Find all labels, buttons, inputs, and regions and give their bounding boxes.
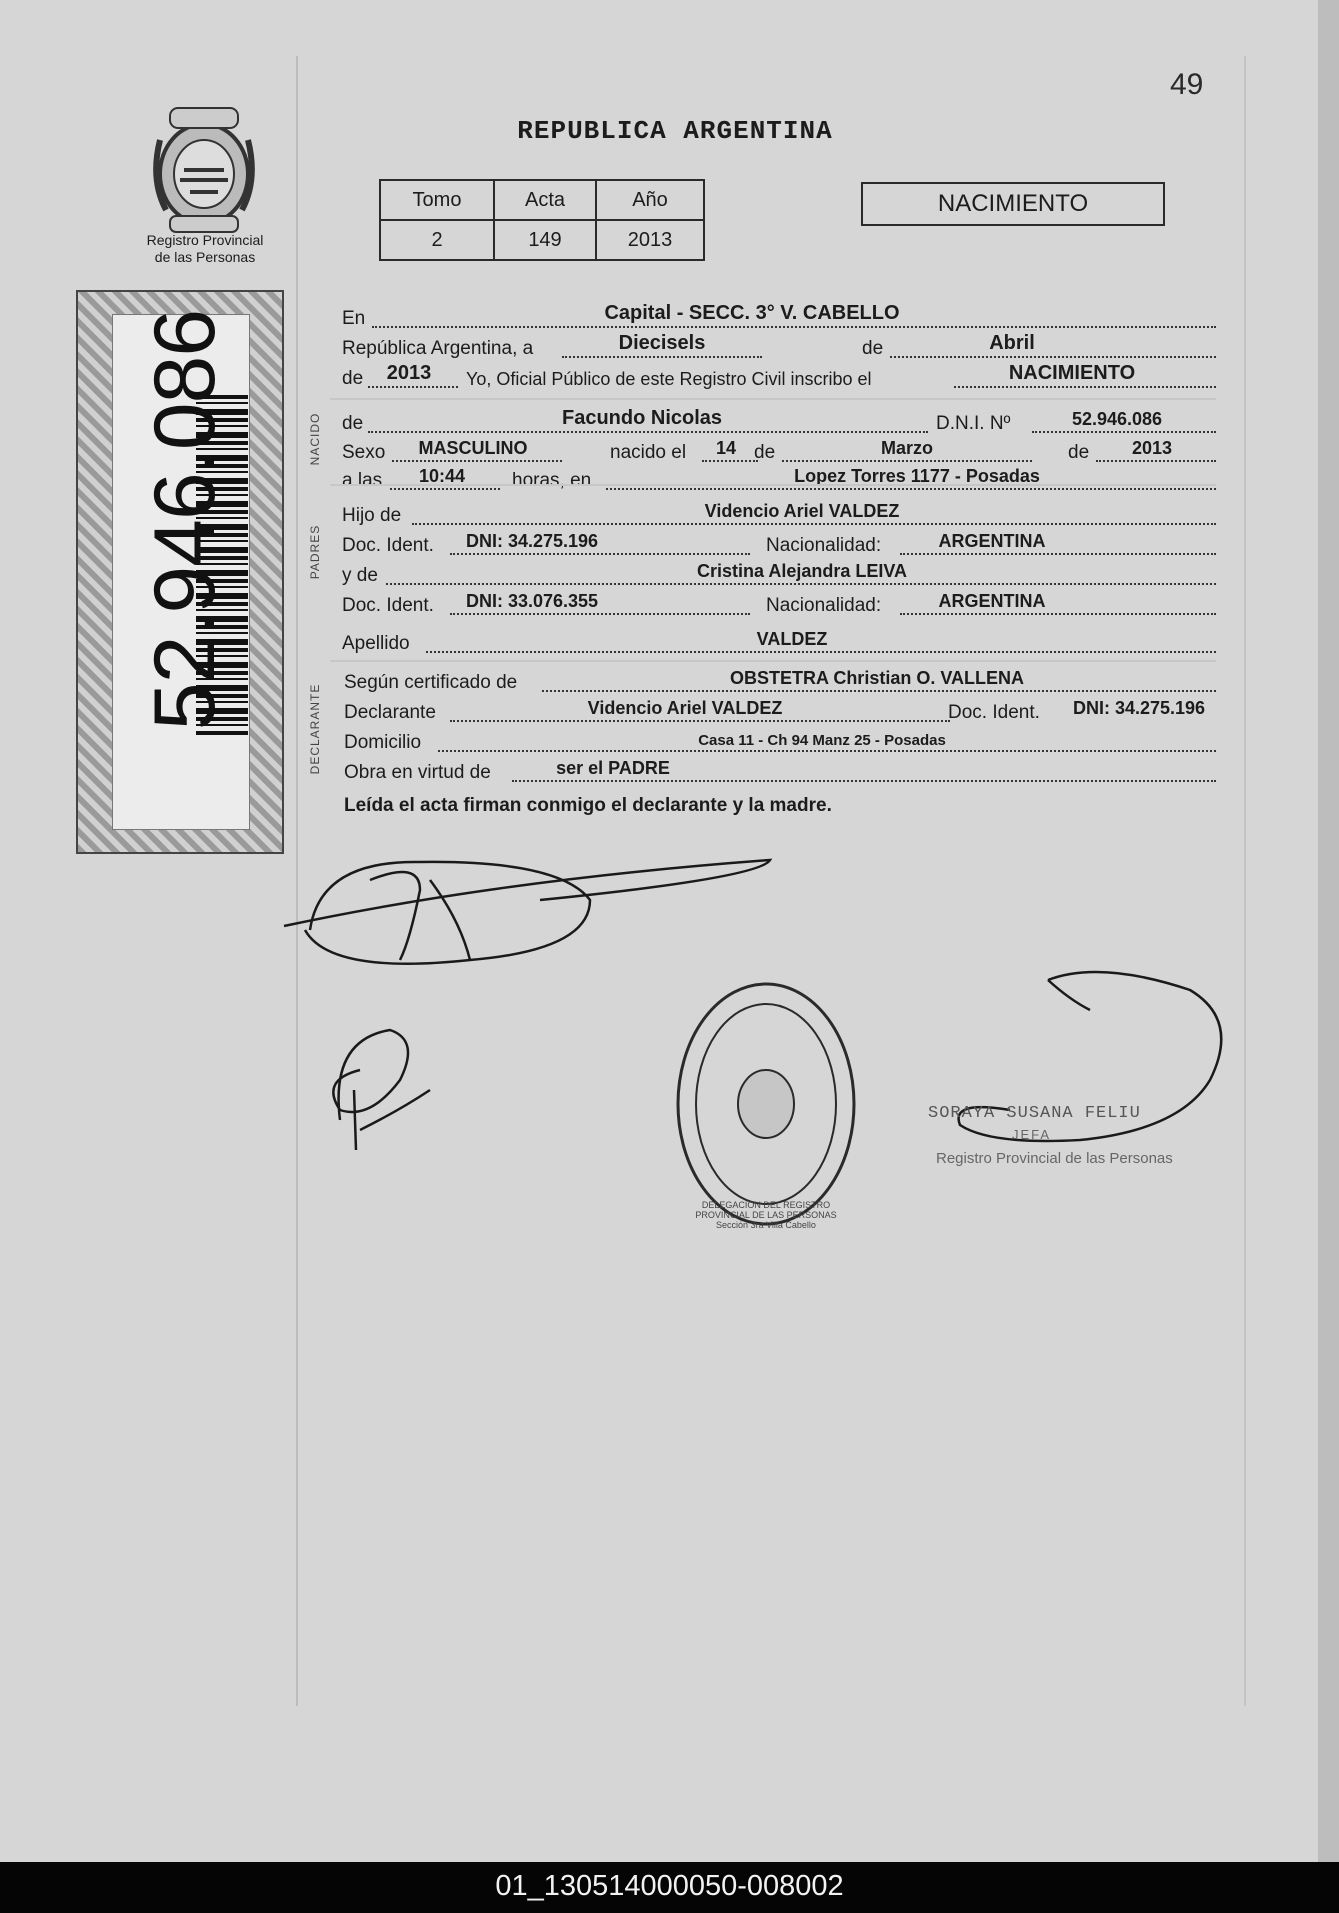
month-value: Abril	[989, 332, 1035, 354]
mother-nationality-value: ARGENTINA	[938, 591, 1046, 611]
section-label-nacido: NACIDO	[308, 412, 322, 466]
closing-statement: Leída el acta firman conmigo el declarante y la madre.	[344, 795, 832, 816]
field-label: de	[862, 338, 884, 359]
record-table-cell: 149	[494, 220, 596, 260]
official-organization: Registro Provincial de las Personas	[936, 1150, 1173, 1167]
record-table-cell: 2	[380, 220, 494, 260]
field-label: Sexo	[342, 442, 386, 463]
year-value: 2013	[386, 362, 432, 384]
record-table-header: Tomo	[380, 180, 494, 220]
record-type-box: NACIMIENTO	[861, 182, 1165, 226]
seal-inner-text: Sección 3ra Villa Cabello	[716, 1220, 816, 1230]
field-label: de	[754, 442, 776, 463]
father-doc-value: DNI: 34.275.196	[465, 531, 599, 551]
birth-place-value: Lopez Torres 1177 - Posadas	[794, 466, 1040, 486]
inscribo-text: Yo, Oficial Público de este Registro Civil inscribo el	[466, 369, 872, 389]
section-label-padres: PADRES	[308, 524, 322, 580]
father-name-value: Videncio Ariel VALDEZ	[704, 501, 900, 521]
declarant-name-value: Videncio Ariel VALDEZ	[587, 698, 783, 718]
stamp-dni-number: 52.946.086	[137, 309, 233, 731]
mother-name-value: Cristina Alejandra LEIVA	[696, 561, 908, 581]
seal-outer-text: DELEGACION DEL REGISTRO PROVINCIAL DE LAS PERSONAS	[695, 1200, 837, 1220]
capacity-value: ser el PADRE	[556, 758, 670, 778]
field-label: Hijo de	[342, 505, 402, 526]
address-value: Casa 11 - Ch 94 Manz 25 - Posadas	[698, 732, 946, 749]
logo-caption-line: de las Personas	[154, 249, 256, 265]
birth-month-value: Marzo	[880, 438, 933, 458]
official-role: JEFA	[1012, 1127, 1052, 1142]
field-label: Apellido	[342, 633, 410, 654]
field-label: Según certificado de	[344, 672, 518, 693]
logo-caption-line: Registro Provincial	[146, 232, 264, 248]
official-name: SORAYA SUSANA FELIU	[928, 1104, 1141, 1123]
field-label: horas, en	[512, 470, 592, 491]
field-label: Obra en virtud de	[344, 762, 491, 783]
father-nationality-value: ARGENTINA	[938, 531, 1046, 551]
record-kind-value: NACIMIENTO	[1008, 362, 1136, 384]
field-label: Nacionalidad:	[766, 535, 882, 556]
surname-value: VALDEZ	[756, 629, 828, 649]
field-label: Nacionalidad:	[766, 595, 882, 616]
official-seal-text	[676, 1200, 856, 1230]
certifier-value: OBSTETRA Christian O. VALLENA	[729, 668, 1024, 688]
field-label: nacido el	[610, 442, 687, 463]
country-title: REPUBLICA ARGENTINA	[517, 116, 833, 146]
record-table-header: Acta	[494, 180, 596, 220]
child-dni-value: 52.946.086	[1071, 409, 1163, 429]
declarant-signature	[284, 860, 770, 964]
declarant-doc-value: DNI: 34.275.196	[1072, 698, 1206, 718]
record-table-header: Año	[596, 180, 704, 220]
child-name-value: Facundo Nicolas	[561, 407, 723, 429]
birth-year-value: 2013	[1131, 438, 1173, 458]
field-label: de	[342, 413, 364, 434]
mother-signature	[333, 1030, 430, 1150]
field-label: República Argentina, a	[342, 338, 534, 359]
field-label: En	[342, 308, 366, 329]
field-label: Doc. Ident.	[948, 702, 1040, 723]
document-id: 01_130514000050-008002	[495, 1870, 844, 1902]
field-label: Declarante	[344, 702, 436, 723]
mother-doc-value: DNI: 33.076.355	[465, 591, 599, 611]
field-label: Doc. Ident.	[342, 535, 434, 556]
field-label: D.N.I. Nº	[936, 413, 1011, 434]
field-label: y de	[342, 565, 378, 586]
page-number: 49	[1170, 68, 1204, 101]
sex-value: MASCULINO	[418, 438, 528, 458]
field-label: de	[342, 368, 364, 389]
field-label: de	[1068, 442, 1090, 463]
place-value: Capital - SECC. 3° V. CABELLO	[604, 302, 900, 324]
field-label: a las	[342, 470, 383, 491]
birth-time-value: 10:44	[418, 466, 466, 486]
official-seal-stamp	[678, 984, 854, 1224]
field-label: Domicilio	[344, 732, 422, 753]
field-label: Doc. Ident.	[342, 595, 434, 616]
birth-day-value: 14	[715, 438, 737, 458]
day-value: Diecisels	[618, 332, 706, 354]
section-label-declarante: DECLARANTE	[308, 683, 322, 775]
record-table-cell: 2013	[596, 220, 704, 260]
